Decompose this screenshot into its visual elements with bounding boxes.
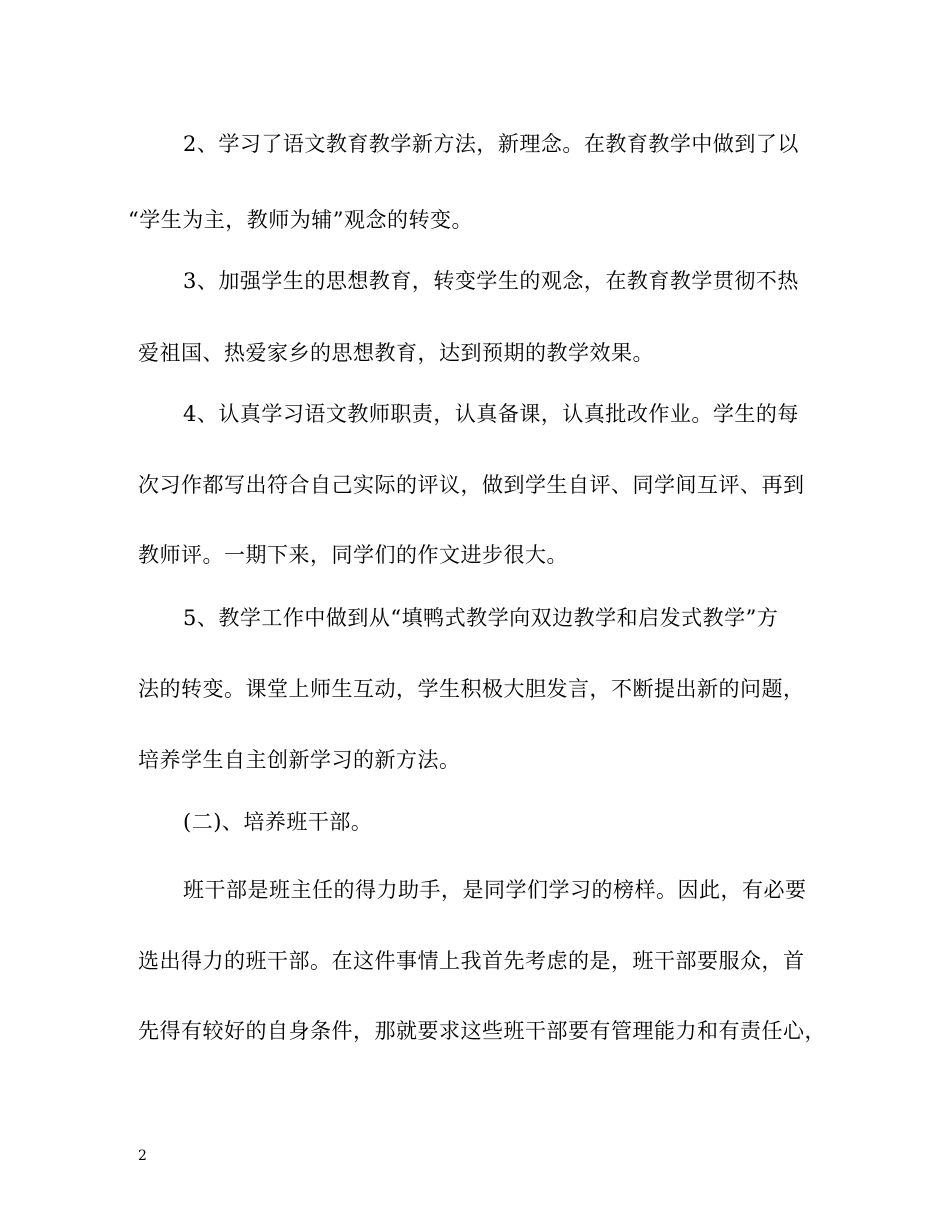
- text-line-9: 法的转变。课堂上师生互动，学生积极大胆发言，不断提出新的问题，: [138, 677, 805, 701]
- text-line-7: 教师评。一期下来，同学们的作文进步很大。: [138, 543, 568, 567]
- text-line-8: 5、教学工作中做到从“填鸭式教学向双边教学和启发式教学”方: [183, 606, 779, 630]
- text-line-2: “学生为主，教师为辅”观念的转变。: [128, 208, 473, 232]
- text-line-1: 2、学习了语文教育教学新方法，新理念。在教育教学中做到了以: [183, 132, 799, 156]
- text-line-6: 次习作都写出符合自己实际的评议，做到学生自评、同学间互评、再到: [138, 473, 805, 497]
- section-heading: (二)、培养班干部。: [183, 810, 373, 834]
- text-line-13: 选出得力的班干部。在这件事情上我首先考虑的是，班干部要服众，首: [138, 949, 805, 973]
- text-line-3: 3、加强学生的思想教育，转变学生的观念，在教育教学贯彻不热: [183, 269, 799, 293]
- text-line-10: 培养学生自主创新学习的新方法。: [138, 748, 461, 772]
- text-line-4: 爱祖国、热爱家乡的思想教育，达到预期的教学效果。: [138, 341, 654, 365]
- text-line-12: 班干部是班主任的得力助手，是同学们学习的榜样。因此，有必要: [183, 878, 807, 902]
- text-line-14: 先得有较好的自身条件，那就要求这些班干部要有管理能力和有责任心，: [138, 1019, 826, 1043]
- page-number: 2: [138, 1148, 147, 1164]
- text-line-5: 4、认真学习语文教师职责，认真备课，认真批改作业。学生的每: [183, 402, 799, 426]
